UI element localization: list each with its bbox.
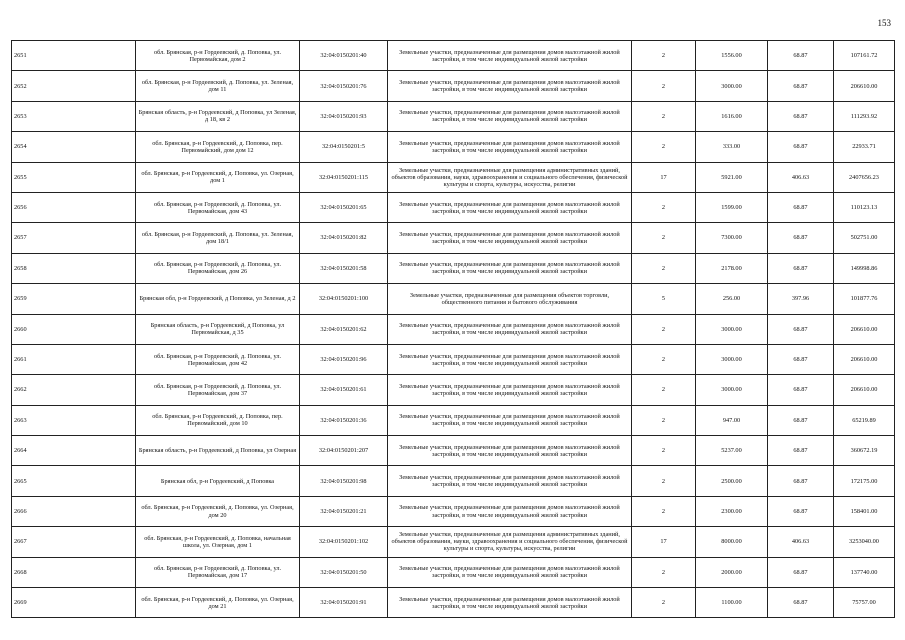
address-cell: обл. Брянская, р-н Гордеевский, д. Поповка, ул. Первомайская, дом 37 (136, 375, 300, 405)
land-use-cell: Земельные участки, предназначенные для размещения домов малоэтажной жилой застройки, в том числе индивидуальной жилой застройки (388, 41, 632, 71)
row-number: 2664 (12, 436, 136, 466)
cadastral-value-cell: 206610.00 (834, 344, 895, 374)
specific-value-cell: 68.87 (768, 405, 834, 435)
land-use-cell: Земельные участки, предназначенные для размещения домов малоэтажной жилой застройки, в том числе индивидуальной жилой застройки (388, 496, 632, 526)
use-group-cell: 2 (632, 101, 696, 131)
use-group-cell: 2 (632, 192, 696, 222)
table-row (12, 527, 895, 557)
table-row (12, 314, 895, 344)
address-cell: обл. Брянская, р-н Гордеевский, д. Поповка, пер. Первомайский, дом дом 12 (136, 132, 300, 162)
area-cell: 2178.00 (696, 253, 768, 283)
land-use-cell: Земельные участки, предназначенные для размещения домов малоэтажной жилой застройки, в том числе индивидуальной жилой застройки (388, 405, 632, 435)
specific-value-cell: 397.96 (768, 284, 834, 314)
specific-value-cell: 68.87 (768, 496, 834, 526)
row-number: 2657 (12, 223, 136, 253)
cadastral-value-cell: 65219.89 (834, 405, 895, 435)
area-cell: 3000.00 (696, 71, 768, 101)
address-cell: Брянская область, р-н Гордеевский, д Поповка, ул Зеленая, д 18, кв 2 (136, 101, 300, 131)
table-row (12, 101, 895, 131)
area-cell: 2500.00 (696, 466, 768, 496)
table-row (12, 405, 895, 435)
land-use-cell: Земельные участки, предназначенные для размещения домов малоэтажной жилой застройки, в том числе индивидуальной жилой застройки (388, 466, 632, 496)
table-row (12, 375, 895, 405)
address-cell: обл. Брянская, р-н Гордеевский, д. Поповка, ул. Озерная, дом 1 (136, 162, 300, 192)
specific-value-cell: 68.87 (768, 71, 834, 101)
row-number: 2658 (12, 253, 136, 283)
table-row (12, 496, 895, 526)
use-group-cell: 2 (632, 496, 696, 526)
area-cell: 3000.00 (696, 344, 768, 374)
land-use-cell: Земельные участки, предназначенные для размещения домов малоэтажной жилой застройки, в том числе индивидуальной жилой застройки (388, 344, 632, 374)
area-cell: 5921.00 (696, 162, 768, 192)
cadastral-value-cell: 149998.86 (834, 253, 895, 283)
specific-value-cell: 68.87 (768, 192, 834, 222)
address-cell: обл. Брянская, р-н Гордеевский, д. Поповка, ул. Озерная, дом 21 (136, 588, 300, 618)
cadastral-value-cell: 22933.71 (834, 132, 895, 162)
land-use-cell: Земельные участки, предназначенные для размещения домов малоэтажной жилой застройки, в том числе индивидуальной жилой застройки (388, 192, 632, 222)
cadastral-value-cell: 502751.00 (834, 223, 895, 253)
address-cell: обл. Брянская, р-н Гордеевский, д. Поповка, начальная школа, ул. Озерная, дом 1 (136, 527, 300, 557)
cadastral-value-cell: 137740.00 (834, 557, 895, 587)
cadastral-number-cell: 32:04:0150201:76 (300, 71, 388, 101)
row-number: 2661 (12, 344, 136, 374)
land-use-cell: Земельные участки, предназначенные для размещения административных зданий, объектов образования, науки, здравоохранения и социального обеспечения, физической культуры и спорта, культуры, искусства, религии (388, 527, 632, 557)
cadastral-number-cell: 32:04:0150201:102 (300, 527, 388, 557)
use-group-cell: 2 (632, 223, 696, 253)
use-group-cell: 5 (632, 284, 696, 314)
table-body (12, 41, 895, 618)
address-cell: обл. Брянская, р-н Гордеевский, д. Поповка, ул. Первомайская, дом 17 (136, 557, 300, 587)
land-use-cell: Земельные участки, предназначенные для размещения административных зданий, объектов образования, науки, здравоохранения и социального обеспечения, физической культуры и спорта, культуры, искусства, религии (388, 162, 632, 192)
specific-value-cell: 68.87 (768, 314, 834, 344)
cadastral-number-cell: 32:04:0150201:61 (300, 375, 388, 405)
use-group-cell: 2 (632, 71, 696, 101)
use-group-cell: 2 (632, 314, 696, 344)
cadastral-value-table (11, 40, 895, 618)
cadastral-number-cell: 32:04:0150201:91 (300, 588, 388, 618)
area-cell: 1616.00 (696, 101, 768, 131)
area-cell: 333.00 (696, 132, 768, 162)
cadastral-number-cell: 32:04:0150201:62 (300, 314, 388, 344)
specific-value-cell: 68.87 (768, 101, 834, 131)
land-use-cell: Земельные участки, предназначенные для размещения домов малоэтажной жилой застройки, в том числе индивидуальной жилой застройки (388, 588, 632, 618)
cadastral-value-cell: 111293.92 (834, 101, 895, 131)
area-cell: 8000.00 (696, 527, 768, 557)
use-group-cell: 2 (632, 588, 696, 618)
row-number: 2652 (12, 71, 136, 101)
use-group-cell: 17 (632, 527, 696, 557)
row-number: 2659 (12, 284, 136, 314)
cadastral-value-cell: 158401.00 (834, 496, 895, 526)
cadastral-number-cell: 32:04:0150201:100 (300, 284, 388, 314)
table-row (12, 284, 895, 314)
page-number: 153 (877, 18, 891, 28)
cadastral-number-cell: 32:04:0150201:98 (300, 466, 388, 496)
row-number: 2662 (12, 375, 136, 405)
row-number: 2655 (12, 162, 136, 192)
address-cell: Брянская область, р-н Гордеевский, д Поповка, ул Озерная (136, 436, 300, 466)
land-use-cell: Земельные участки, предназначенные для размещения домов малоэтажной жилой застройки, в том числе индивидуальной жилой застройки (388, 223, 632, 253)
row-number: 2656 (12, 192, 136, 222)
row-number: 2668 (12, 557, 136, 587)
use-group-cell: 2 (632, 253, 696, 283)
cadastral-number-cell: 32:04:0150201:115 (300, 162, 388, 192)
cadastral-value-cell: 101877.76 (834, 284, 895, 314)
area-cell: 947.00 (696, 405, 768, 435)
table-row (12, 344, 895, 374)
address-cell: обл. Брянская, р-н Гордеевский, д. Поповка, ул. Первомайская, дом 42 (136, 344, 300, 374)
specific-value-cell: 68.87 (768, 588, 834, 618)
cadastral-value-cell: 172175.00 (834, 466, 895, 496)
use-group-cell: 2 (632, 344, 696, 374)
row-number: 2665 (12, 466, 136, 496)
table-row (12, 41, 895, 71)
land-use-cell: Земельные участки, предназначенные для размещения домов малоэтажной жилой застройки, в том числе индивидуальной жилой застройки (388, 101, 632, 131)
specific-value-cell: 406.63 (768, 162, 834, 192)
specific-value-cell: 68.87 (768, 253, 834, 283)
address-cell: обл. Брянская, р-н Гордеевский, д. Поповка, пер. Первомайский, дом 10 (136, 405, 300, 435)
specific-value-cell: 68.87 (768, 375, 834, 405)
use-group-cell: 2 (632, 436, 696, 466)
land-use-cell: Земельные участки, предназначенные для размещения домов малоэтажной жилой застройки, в том числе индивидуальной жилой застройки (388, 132, 632, 162)
address-cell: Брянская обл, р-н Гордеевский, д Поповка, ул Зеленая, д 2 (136, 284, 300, 314)
use-group-cell: 2 (632, 41, 696, 71)
area-cell: 3000.00 (696, 375, 768, 405)
table-row (12, 162, 895, 192)
area-cell: 1599.00 (696, 192, 768, 222)
cadastral-number-cell: 32:04:0150201:50 (300, 557, 388, 587)
row-number: 2669 (12, 588, 136, 618)
use-group-cell: 2 (632, 132, 696, 162)
cadastral-value-cell: 75757.00 (834, 588, 895, 618)
table-row (12, 466, 895, 496)
cadastral-number-cell: 32:04:0150201:65 (300, 192, 388, 222)
land-use-cell: Земельные участки, предназначенные для размещения домов малоэтажной жилой застройки, в том числе индивидуальной жилой застройки (388, 436, 632, 466)
use-group-cell: 2 (632, 375, 696, 405)
row-number: 2660 (12, 314, 136, 344)
row-number: 2653 (12, 101, 136, 131)
cadastral-value-cell: 360672.19 (834, 436, 895, 466)
specific-value-cell: 68.87 (768, 344, 834, 374)
cadastral-number-cell: 32:04:0150201:21 (300, 496, 388, 526)
land-use-cell: Земельные участки, предназначенные для размещения домов малоэтажной жилой застройки, в том числе индивидуальной жилой застройки (388, 314, 632, 344)
table-row (12, 588, 895, 618)
address-cell: Брянская обл, р-н Гордеевский, д Поповка (136, 466, 300, 496)
specific-value-cell: 68.87 (768, 557, 834, 587)
specific-value-cell: 68.87 (768, 132, 834, 162)
cadastral-number-cell: 32:04:0150201:40 (300, 41, 388, 71)
area-cell: 256.00 (696, 284, 768, 314)
table-row (12, 253, 895, 283)
land-use-cell: Земельные участки, предназначенные для размещения домов малоэтажной жилой застройки, в том числе индивидуальной жилой застройки (388, 557, 632, 587)
cadastral-value-cell: 2407656.23 (834, 162, 895, 192)
area-cell: 2000.00 (696, 557, 768, 587)
cadastral-value-cell: 3253040.00 (834, 527, 895, 557)
use-group-cell: 2 (632, 405, 696, 435)
specific-value-cell: 406.63 (768, 527, 834, 557)
area-cell: 5237.00 (696, 436, 768, 466)
area-cell: 1100.00 (696, 588, 768, 618)
row-number: 2663 (12, 405, 136, 435)
land-use-cell: Земельные участки, предназначенные для размещения домов малоэтажной жилой застройки, в том числе индивидуальной жилой застройки (388, 253, 632, 283)
specific-value-cell: 68.87 (768, 466, 834, 496)
cadastral-value-cell: 206610.00 (834, 375, 895, 405)
land-use-cell: Земельные участки, предназначенные для размещения объектов торговли, общественного питания и бытового обслуживания (388, 284, 632, 314)
row-number: 2654 (12, 132, 136, 162)
use-group-cell: 2 (632, 557, 696, 587)
row-number: 2667 (12, 527, 136, 557)
use-group-cell: 17 (632, 162, 696, 192)
cadastral-number-cell: 32:04:0150201:96 (300, 344, 388, 374)
table-row (12, 557, 895, 587)
land-use-cell: Земельные участки, предназначенные для размещения домов малоэтажной жилой застройки, в том числе индивидуальной жилой застройки (388, 375, 632, 405)
use-group-cell: 2 (632, 466, 696, 496)
table-row (12, 223, 895, 253)
cadastral-number-cell: 32:04:0150201:82 (300, 223, 388, 253)
address-cell: обл. Брянская, р-н Гордеевский, д. Поповка, ул. Зеленая, дом 11 (136, 71, 300, 101)
cadastral-number-cell: 32:04:0150201:58 (300, 253, 388, 283)
cadastral-number-cell: 32:04:0150201:5 (300, 132, 388, 162)
address-cell: обл. Брянская, р-н Гордеевский, д. Поповка, ул. Зеленая, дом 18/1 (136, 223, 300, 253)
address-cell: обл. Брянская, р-н Гордеевский, д. Поповка, ул. Первомайская, дом 43 (136, 192, 300, 222)
specific-value-cell: 68.87 (768, 223, 834, 253)
cadastral-value-cell: 107161.72 (834, 41, 895, 71)
row-number: 2651 (12, 41, 136, 71)
row-number: 2666 (12, 496, 136, 526)
address-cell: обл. Брянская, р-н Гордеевский, д. Поповка, ул. Первомайская, дом 2 (136, 41, 300, 71)
specific-value-cell: 68.87 (768, 436, 834, 466)
table-row (12, 132, 895, 162)
area-cell: 3000.00 (696, 314, 768, 344)
table-row (12, 192, 895, 222)
cadastral-value-cell: 206610.00 (834, 71, 895, 101)
table-row (12, 436, 895, 466)
area-cell: 2300.00 (696, 496, 768, 526)
cadastral-value-cell: 206610.00 (834, 314, 895, 344)
table-row (12, 71, 895, 101)
land-use-cell: Земельные участки, предназначенные для размещения домов малоэтажной жилой застройки, в том числе индивидуальной жилой застройки (388, 71, 632, 101)
address-cell: обл. Брянская, р-н Гордеевский, д. Поповка, ул. Озерная, дом 20 (136, 496, 300, 526)
area-cell: 1556.00 (696, 41, 768, 71)
cadastral-value-cell: 110123.13 (834, 192, 895, 222)
area-cell: 7300.00 (696, 223, 768, 253)
cadastral-number-cell: 32:04:0150201:207 (300, 436, 388, 466)
cadastral-number-cell: 32:04:0150201:93 (300, 101, 388, 131)
address-cell: Брянская область, р-н Гордеевский, д Поповка, ул Первомайская, д 35 (136, 314, 300, 344)
cadastral-number-cell: 32:04:0150201:36 (300, 405, 388, 435)
specific-value-cell: 68.87 (768, 41, 834, 71)
address-cell: обл. Брянская, р-н Гордеевский, д. Поповка, ул. Первомайская, дом 26 (136, 253, 300, 283)
